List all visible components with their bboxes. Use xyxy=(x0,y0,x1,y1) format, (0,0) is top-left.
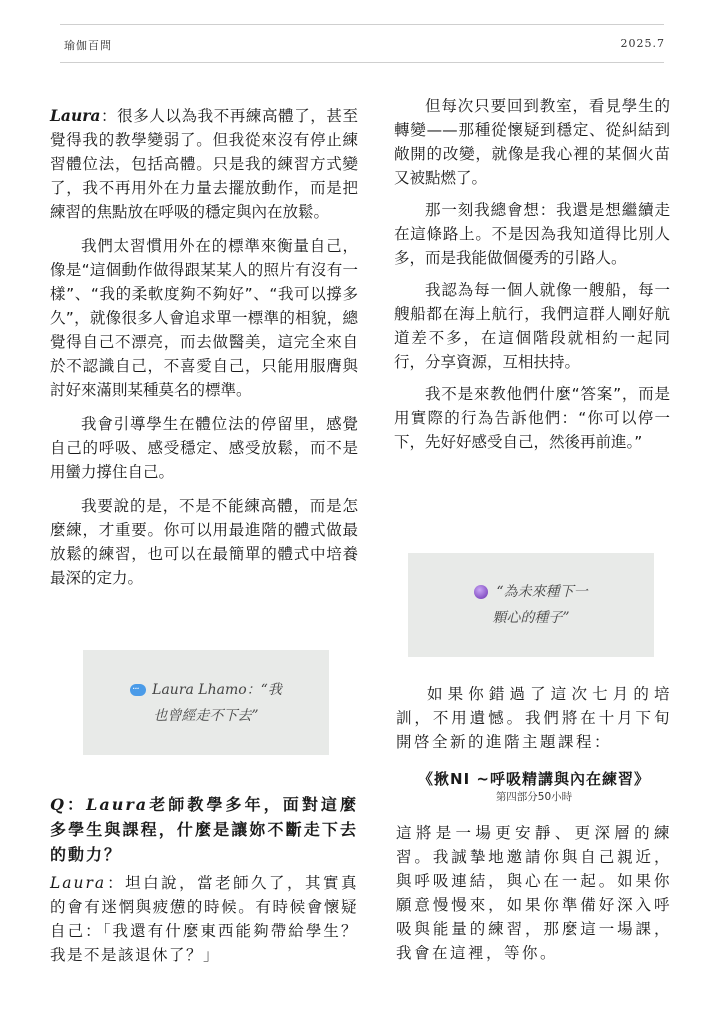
paragraph-2: 我們太習慣用外在的標準來衡量自己，像是“這個動作做得跟某某人的照片有沒有一樣”、“我的柔軟度夠不夠好”、“我可以撐多久”，就像很多人會追求單一標準的相貌，總覺得自己不漂亮，而去做醫美，這完全來自於不認識自己，不喜愛自己，只能用服膺與討好來滿則某種莫名的標準。 xyxy=(50,237,358,399)
left-column xyxy=(50,104,358,600)
pull-quote-2-line1: “為未來種下一 xyxy=(496,584,588,600)
paragraph-6: 那一刻我總會想：我還是想繼續走在這條路上。不是因為我知道得比別人多，而是我能做個優秀的引路人。 xyxy=(394,201,670,267)
question-heading: Q：Laura老師教學多年，面對這麼多學生與課程，什麼是讓妳不斷走下去的動力？ xyxy=(50,795,358,864)
pull-quote-1 xyxy=(83,650,329,755)
crystal-ball-icon xyxy=(474,585,488,599)
a-speaker: Laura xyxy=(50,874,107,892)
paragraph-1 xyxy=(50,104,358,224)
pull-quote-2-line2: 顆心的種子” xyxy=(492,610,570,626)
magazine-section-title: 瑜伽百問 xyxy=(64,39,112,52)
header-top-rule xyxy=(60,24,664,25)
course-title: 《揪NI ~呼吸精講與內在練習》 xyxy=(418,770,650,788)
paragraph-3: 我會引導學生在體位法的停留里，感覺自己的呼吸、感受穩定、感受放鬆，而不是用蠻力撐住自己。 xyxy=(50,415,358,481)
course-subtitle: 第四部分50小時 xyxy=(495,791,573,803)
pull-quote-2 xyxy=(408,553,654,657)
paragraph-7: 我認為每一個人就像一艘船，每一艘船都在海上航行，我們這群人剛好航道差不多，在這個階段就相約一起同行，分享資源，互相扶持。 xyxy=(394,281,670,371)
header-bottom-rule xyxy=(60,62,664,63)
issue-date: 2025.7 xyxy=(620,37,665,50)
paragraph-8: 我不是來教他們什麼“答案”，而是用實際的行為告訴他們：“你可以停一下，先好好感受自己，然後再前進。” xyxy=(394,385,670,451)
answer-text: Laura：坦白說，當老師久了，其實真的會有迷惘與疲憊的時候。有時候會懷疑自己：「我還有什麼東西能夠帶給學生？我是不是該退休了？」 xyxy=(50,874,358,964)
announcement-text: 如果你錯過了這次七月的培訓，不用遺憾。我們將在十月下旬開啓全新的進階主題課程： xyxy=(396,685,672,751)
paragraph-text: ：很多人以為我不再練高體了，甚至覺得我的教學變弱了。但我從來沒有停止練習體位法，包括高體。只是我的練習方式變了，我不再用外在力量去擺放動作，而是把練習的焦點放在呼吸的穩定與內在放鬆。 xyxy=(50,107,358,221)
paragraph-5: 但每次只要回到教室，看見學生的轉變——那種從懷疑到穩定、從糾結到敞開的改變，就像是我心裡的某個火苗又被點燃了。 xyxy=(394,97,670,187)
q-speaker: Laura xyxy=(86,795,149,814)
speech-bubble-icon xyxy=(130,684,146,696)
pull-quote-1-line1: Laura Lhamo：“我 xyxy=(152,681,282,698)
pull-quote-1-line2: 也曾經走不下去” xyxy=(153,707,259,724)
closing-paragraph xyxy=(396,821,672,965)
closing-text: 這將是一場更安靜、更深層的練習。我誠摯地邀請你與自己親近，與呼吸連結，與心在一起。如果你願意慢慢來，如果你準備好深入呼吸與能量的練習，那麼這一場課，我會在這裡，等你。 xyxy=(396,824,672,962)
q-label: Q xyxy=(50,795,66,814)
speaker-name: Laura xyxy=(50,106,101,125)
announcement xyxy=(396,682,672,754)
qa-section xyxy=(50,792,358,967)
right-column xyxy=(394,94,670,462)
paragraph-4: 我要說的是，不是不能練高體，而是怎麼練，才重要。你可以用最進階的體式做最放鬆的練習，也可以在最簡單的體式中培養最深的定力。 xyxy=(50,497,358,587)
